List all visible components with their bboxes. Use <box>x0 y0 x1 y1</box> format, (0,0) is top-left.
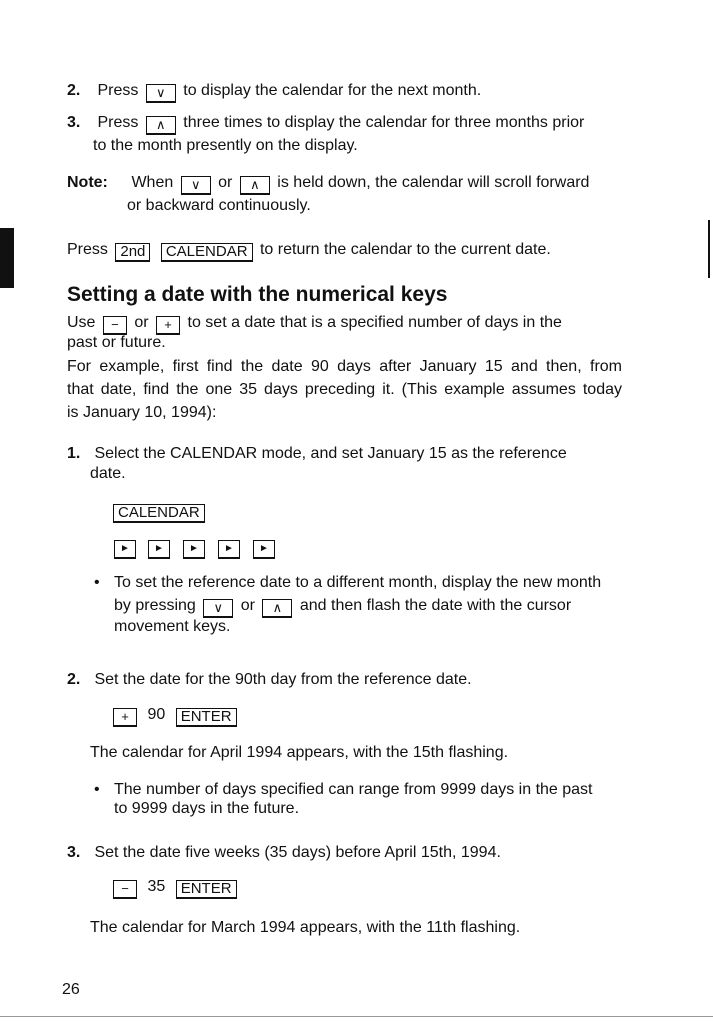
2nd-key: 2nd <box>115 243 150 262</box>
step-3-result: The calendar for March 1994 appears, with the 11th flashing. <box>90 919 521 936</box>
page-bottom-rule <box>0 1016 713 1017</box>
minus-35-enter-sequence: − 35 ENTER <box>113 877 240 899</box>
minus-key: − <box>103 316 127 335</box>
bullet-range: • The number of days specified can range from 9999 days in the past <box>114 780 593 800</box>
up-key: ∧ <box>240 176 270 195</box>
example-line-1: For example, first find the date 90 days after January 15 and then, from <box>67 358 622 375</box>
note-continuation: or backward continuously. <box>127 197 311 214</box>
step-3-continuation: to the month presently on the display. <box>93 137 358 154</box>
plus-key: + <box>113 708 137 727</box>
right-arrow-key: ► <box>148 540 170 559</box>
bullet-range-line-2: to 9999 days in the future. <box>114 800 300 817</box>
use-keys-continuation: past or future. <box>67 334 166 351</box>
down-key: ∨ <box>203 599 233 618</box>
calendar-key: CALENDAR <box>161 243 253 262</box>
return-current-date-line: Press 2nd CALENDAR to return the calendar to the current date. <box>67 241 551 260</box>
down-key: ∨ <box>181 176 211 195</box>
bullet-different-month: • To set the reference date to a different month, display the new month <box>114 573 601 593</box>
right-arrow-key: ► <box>114 540 136 559</box>
use-keys-line: Use − or + to set a date that is a specified number of days in the <box>67 313 562 335</box>
right-arrow-key: ► <box>183 540 205 559</box>
step-2-result: The calendar for April 1994 appears, with the 15th flashing. <box>90 744 509 761</box>
calendar-key-sequence <box>113 501 208 523</box>
bullet-different-month-line-2: by pressing ∨ or ∧ and then flash the date with the cursor <box>114 596 571 618</box>
plus-90-enter-sequence: + 90 ENTER <box>113 705 240 727</box>
right-arrow-key: ► <box>218 540 240 559</box>
step-1-line: 1. Select the CALENDAR mode, and set January 15 as the reference <box>67 445 567 462</box>
step-2-next-month: 2. Press ∨ to display the calendar for the next month. <box>67 81 481 103</box>
right-arrow-key-sequence <box>114 535 275 559</box>
up-key: ∧ <box>146 116 176 135</box>
page-number: 26 <box>62 981 80 998</box>
example-line-2: that date, find the one 35 days preceding it. (This example assumes today <box>67 381 622 398</box>
step-2-line: 2. Set the date for the 90th day from the reference date. <box>67 671 472 688</box>
page-edge-mark <box>708 220 710 278</box>
step-3-prior-months: 3. Press ∧ three times to display the calendar for three months prior <box>67 113 584 135</box>
calendar-key: CALENDAR <box>113 504 205 523</box>
enter-key: ENTER <box>176 708 237 727</box>
down-key: ∨ <box>146 84 176 103</box>
up-key: ∧ <box>262 599 292 618</box>
minus-key: − <box>113 880 137 899</box>
section-title: Setting a date with the numerical keys <box>67 283 448 306</box>
enter-key: ENTER <box>176 880 237 899</box>
note-line: Note: When ∨ or ∧ is held down, the calendar will scroll forward <box>67 173 589 195</box>
bullet-different-month-line-3: movement keys. <box>114 618 231 635</box>
thumb-index-tab <box>0 228 14 288</box>
step-1-continuation: date. <box>90 465 126 482</box>
example-line-3: is January 10, 1994): <box>67 404 217 421</box>
plus-key: + <box>156 316 180 335</box>
step-3-line: 3. Set the date five weeks (35 days) before April 15th, 1994. <box>67 844 501 861</box>
right-arrow-key: ► <box>253 540 275 559</box>
